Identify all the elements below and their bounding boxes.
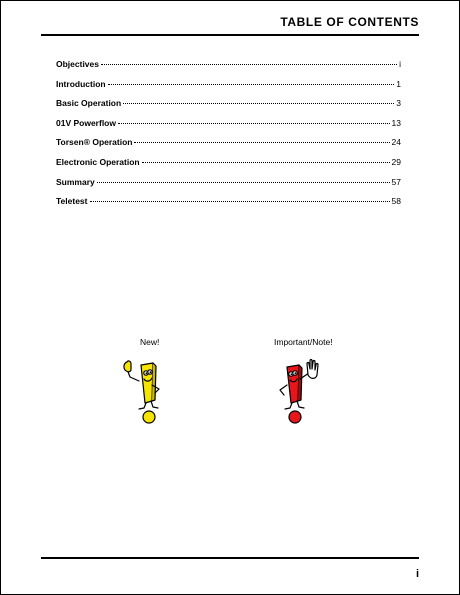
toc-entry-page: 13 <box>391 117 401 128</box>
toc-leader-dots <box>108 84 395 85</box>
toc-leader-dots <box>101 64 397 65</box>
toc-entry-page: 1 <box>396 78 401 89</box>
toc-entry-title: Objectives <box>56 59 99 69</box>
toc-entry[interactable] <box>56 177 401 197</box>
toc-entry-title: Electronic Operation <box>56 156 140 167</box>
important-legend-label: Important/Note! <box>274 337 333 347</box>
toc-entry-page: 58 <box>391 196 401 207</box>
toc-leader-dots <box>97 182 390 183</box>
toc-entry[interactable] <box>56 157 401 177</box>
toc-entry[interactable] <box>56 98 401 118</box>
toc-entry-page: 29 <box>391 156 401 167</box>
page-title: TABLE OF CONTENTS <box>280 15 419 29</box>
new-exclamation-icon <box>119 359 169 425</box>
footer-rule <box>41 557 419 559</box>
table-of-contents <box>56 59 401 216</box>
toc-entry-title: Torsen® Operation <box>56 137 133 148</box>
important-exclamation-icon <box>271 359 323 425</box>
page-number: i <box>415 568 419 580</box>
toc-entry-title: Summary <box>56 176 95 187</box>
toc-entry[interactable] <box>56 196 401 216</box>
toc-entry-page: i <box>399 59 401 69</box>
toc-entry-page: 57 <box>391 176 401 187</box>
toc-entry-title: Introduction <box>56 78 106 89</box>
new-legend-label: New! <box>140 337 160 347</box>
toc-entry[interactable] <box>56 137 401 157</box>
toc-leader-dots <box>123 103 394 104</box>
toc-entry-title: Teletest <box>56 196 88 207</box>
toc-entry-page: 3 <box>396 98 401 109</box>
toc-leader-dots <box>134 142 389 143</box>
toc-entry[interactable] <box>56 118 401 138</box>
toc-leader-dots <box>142 162 390 163</box>
header-rule <box>41 34 419 36</box>
toc-entry[interactable] <box>56 59 401 79</box>
toc-leader-dots <box>118 123 390 124</box>
toc-entry[interactable] <box>56 79 401 99</box>
toc-entry-title: 01V Powerflow <box>56 117 116 128</box>
toc-entry-page: 24 <box>391 137 401 148</box>
toc-leader-dots <box>90 201 390 202</box>
toc-entry-title: Basic Operation <box>56 98 122 109</box>
